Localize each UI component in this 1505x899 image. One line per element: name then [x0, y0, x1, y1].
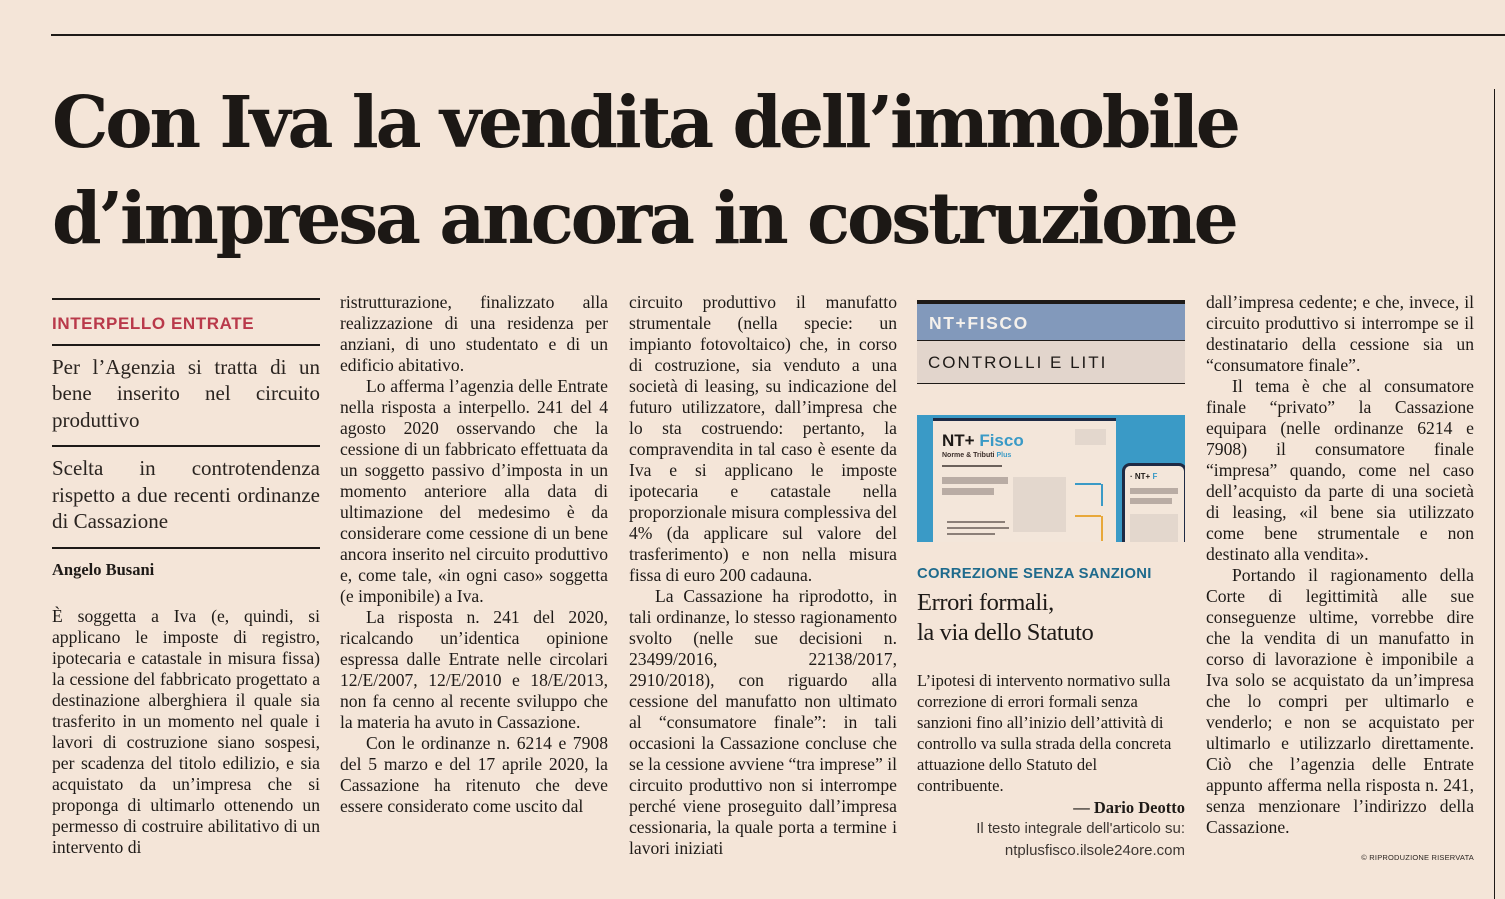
section-kicker: INTERPELLO ENTRATE — [52, 314, 255, 333]
nt-fisco-logo: NT+ Fisco — [942, 431, 1024, 450]
paragraph: Portando il ragionamento della Corte di legittimità alle sue conseguenze ultime, vorrebbe dire che la vendita di un manufatto in corso di lavorazione è imponibile a Iva solo se acquistato da un’impresa che lo compri per ultimarlo e venderlo; e non se acquistato per ultimarlo e utilizzarlo direttamente. Ciò che l’agenzia delle Entrate appunto afferma nella risposta n. 241, senza menzionare l’indirizzo della Cassazione. — [1206, 565, 1474, 837]
brand-band: NT+FISCO — [917, 304, 1185, 341]
nt-fisco-promo-image — [917, 415, 1185, 542]
placeholder-line — [1075, 483, 1101, 485]
placeholder-block — [1075, 429, 1106, 445]
placeholder-line — [947, 527, 1009, 529]
headline-line-1: Con Iva la vendita dell’immobile — [52, 80, 1238, 164]
sidebar-article — [917, 566, 1185, 861]
sidebar-author: — Dario Deotto — [1073, 798, 1185, 817]
paragraph: ristrutturazione, finalizzato alla realizzazione di una residenza per anziani, di uno studentato e di un edificio abitativo. — [340, 292, 608, 375]
paragraph: La Cassazione ha riprodotto, in tali ordinanze, lo stesso ragionamento svolto (nelle sue decisioni n. 23499/2016, 22138/2017, 2910/2018), con riguardo alla cessione del manufatto non ultimato al “consumatore finale”: in tali occasioni la Cassazione concluse che se la cessione avviene “tra imprese” il circuito produttivo non si interrompe perché viene proseguito dall’impresa cessionaria, la quale porta a termine i lavori iniziati — [629, 586, 897, 858]
phone-illustration — [1122, 463, 1185, 542]
sidebar-title: Errori formali, la via dello Statuto — [917, 589, 1094, 646]
headline — [52, 74, 1252, 266]
nt-fisco-box — [917, 300, 1185, 384]
desktop-screen-illustration — [933, 418, 1116, 542]
lead-column — [52, 298, 320, 858]
sidebar-body: L’ipotesi di intervento normativo sulla correzione di errori formali senza sanzioni fino all’inizio dell’attività di controllo va sulla strada della concreta attuazione dello Statuto del contribuente. — [917, 671, 1172, 795]
placeholder-bar — [942, 477, 1008, 484]
paragraph: Con le ordinanze n. 6214 e 7908 del 5 marzo e del 17 aprile 2020, la Cassazione ha ritenuto che deve essere considerato come uscito dal — [340, 733, 608, 816]
phone-logo: · NT+ F — [1130, 472, 1158, 481]
placeholder-block — [1013, 477, 1066, 532]
placeholder-line — [1101, 516, 1103, 541]
byline: Angelo Busani — [52, 559, 155, 579]
article-body-col5 — [1206, 292, 1474, 868]
placeholder-bar — [942, 465, 1002, 467]
paragraph: Lo afferma l’agenzia delle Entrate nella risposta a interpello. 241 del 4 agosto 2020 osservando che la cessione di un fabbricato effettuata da un soggetto passivo d’imposta in un momento anteriore alla data di ultimazione del medesimo è da considerare come cessione di un bene ancora inserito nel circuito produttivo e, come tale, «in ogni caso» soggetta (e imponibile) a Iva. — [340, 376, 608, 606]
tagline: Norme & Tributi Plus — [942, 452, 1012, 459]
placeholder-line — [947, 521, 1005, 523]
subhead-2: Scelta in controtendenza rispetto a due recenti ordinanze di Cassazione — [52, 456, 320, 533]
sidebar-link-url[interactable]: ntplusfisco.ilsole24ore.com — [1004, 841, 1185, 859]
placeholder-line — [1101, 484, 1103, 506]
paragraph: Il tema è che al consumatore finale “privato” la Cassazione equipara (nelle ordinanze 6214 e 7908) il consumatore finale “impresa” quando, come nel caso dell’acquisto da parte di una società di leasing, «il bene sia utilizzato come bene strumentale e non destinato alla vendita». — [1206, 376, 1474, 564]
right-column-rule — [1494, 89, 1495, 899]
placeholder-bar — [942, 488, 994, 495]
paragraph: La risposta n. 241 del 2020, ricalcando un’identica opinione espressa dalle Entrate nelle circolari 12/E/2007, 12/E/2010 e 18/E/2013, non fa cenno al recente sviluppo che la materia ha avuto in Cassazione. — [340, 607, 608, 732]
article-body-col1 — [52, 606, 320, 858]
article-body-col2 — [340, 292, 608, 817]
article-body-col3 — [629, 292, 897, 859]
subhead-1: Per l’Agenzia si tratta di un bene inserito nel circuito produttivo — [52, 354, 320, 432]
sidebar-link-caption: Il testo integrale dell'articolo su: — [976, 820, 1185, 837]
section-band: CONTROLLI E LITI — [917, 341, 1185, 384]
paragraph: circuito produttivo il manufatto strumentale (nella specie: un impianto fotovoltaico) che, in corso di costruzione, sia venduto a una società di leasing, su indicazione del futuro utilizzatore, dall’impresa che lo sta costruendo: pertanto, la compravendita in tal caso è esente da Iva e si applicano le imposte ipotecaria e catastale nella proporzionale misura complessiva del 4% (da applicare sul valore del trasferimento) e non nella misura fissa di euro 200 cadauna. — [629, 292, 897, 585]
top-rule — [51, 34, 1505, 36]
placeholder-block — [1130, 514, 1178, 542]
headline-line-2: d’impresa ancora in costruzione — [52, 176, 1236, 260]
paragraph: È soggetta a Iva (e, quindi, si applicano le imposte di registro, ipotecaria e catastale in misura fissa) la cessione del fabbricato progettato a destinazione alberghiera il quale sia trasferito in un momento nel quale i lavori di costruzione siano sospesi, per scadenza del titolo edilizio, e sia acquistato da un’impresa che si proponga di ultimarlo ottenendo un permesso di costruire abilitativo di un intervento di — [52, 605, 320, 857]
placeholder-line — [1075, 515, 1101, 517]
placeholder-line — [947, 533, 995, 535]
paragraph: dall’impresa cedente; e che, invece, il circuito produttivo si interrompe se il destinatario della cessione sia un “consumatore finale”. — [1206, 292, 1474, 375]
copyright-notice: © RIPRODUZIONE RISERVATA — [1361, 853, 1474, 862]
sidebar-kicker: CORREZIONE SENZA SANZIONI — [917, 566, 1152, 582]
placeholder-bar — [1130, 488, 1178, 494]
placeholder-bar — [1130, 498, 1172, 504]
